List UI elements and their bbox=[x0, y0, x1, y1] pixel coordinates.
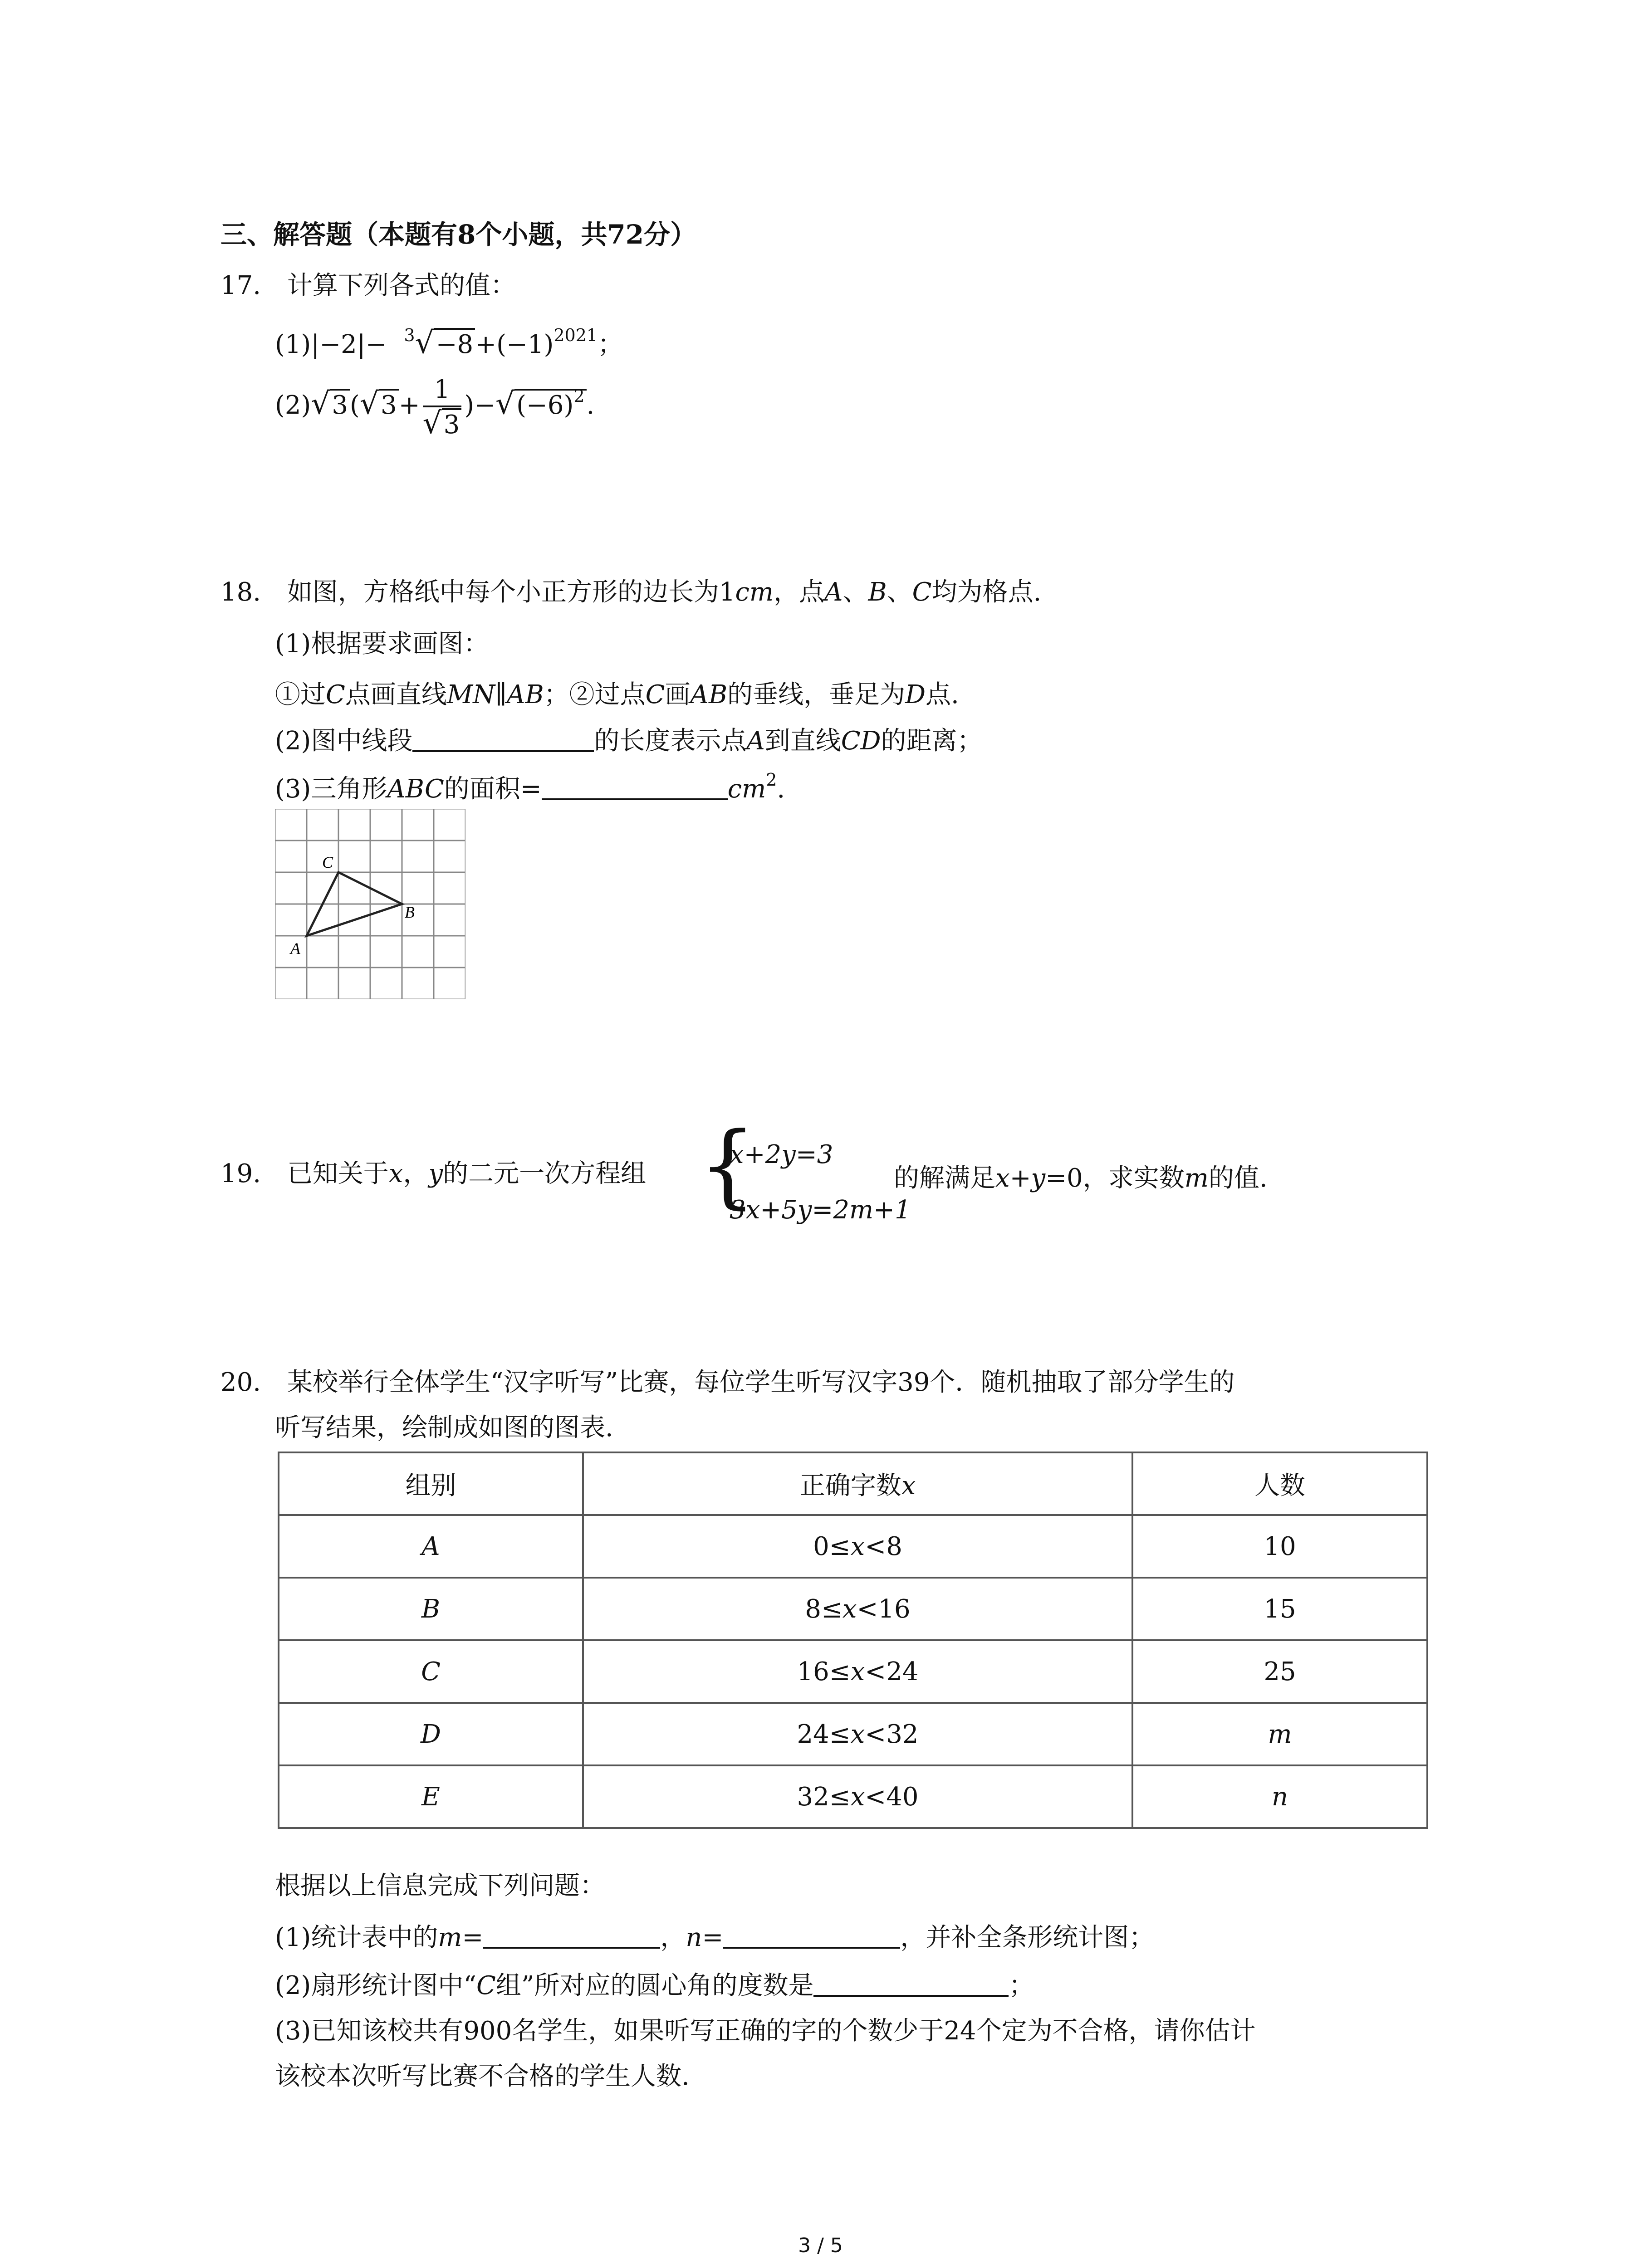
cell-range bbox=[583, 1765, 1132, 1828]
t: ≤ bbox=[821, 1594, 843, 1624]
t: 24 bbox=[886, 1657, 919, 1686]
t: 32 bbox=[886, 1719, 919, 1749]
point-b: B bbox=[868, 577, 887, 607]
q17-part2-end: . bbox=[586, 391, 595, 420]
q17-part1-label: (1) bbox=[275, 330, 311, 359]
t: 的距离； bbox=[881, 726, 983, 756]
var-m: m bbox=[1184, 1163, 1209, 1193]
cell-count bbox=[1132, 1765, 1427, 1828]
q19-eq2 bbox=[730, 1193, 911, 1227]
t: E bbox=[421, 1782, 440, 1812]
cell-count: 10 bbox=[1132, 1515, 1427, 1578]
fraction-den-radicand: 3 bbox=[442, 408, 462, 440]
t: ， bbox=[660, 1923, 686, 1952]
t: (3)三角形 bbox=[275, 774, 387, 804]
t: 点. bbox=[926, 680, 959, 709]
sep: 、 bbox=[887, 577, 912, 607]
condition: x+y bbox=[995, 1163, 1046, 1193]
cell-group bbox=[279, 1578, 583, 1640]
t: (2)扇形统计图中“ bbox=[275, 1971, 476, 2000]
t: 16 bbox=[797, 1657, 829, 1686]
table-row bbox=[279, 1765, 1427, 1828]
t: ；②过点 bbox=[544, 680, 646, 709]
q17-sqrt-square bbox=[514, 386, 586, 423]
header-group: 组别 bbox=[279, 1452, 583, 1515]
t: < bbox=[865, 1719, 887, 1749]
point-c: C bbox=[645, 680, 665, 709]
t: 已知关于 bbox=[287, 1159, 389, 1188]
t: x bbox=[850, 1719, 865, 1749]
q20-part2 bbox=[275, 1968, 1034, 2003]
q18-number: 18. bbox=[220, 577, 261, 607]
q19-line bbox=[220, 1157, 646, 1191]
line-cd: CD bbox=[841, 726, 881, 756]
t: 到直线 bbox=[764, 726, 841, 756]
cell-count: 15 bbox=[1132, 1578, 1427, 1640]
t: ≤ bbox=[829, 1531, 851, 1561]
grid-figure bbox=[275, 809, 465, 999]
t: 8 bbox=[805, 1594, 821, 1624]
point-a: A bbox=[746, 726, 765, 756]
q17-cube-root-index: 3 bbox=[404, 325, 415, 345]
t: m bbox=[1268, 1719, 1292, 1749]
table-row bbox=[279, 1515, 1427, 1578]
radical-sign: √ bbox=[495, 386, 515, 421]
q20-line1 bbox=[220, 1365, 1234, 1400]
table-row bbox=[279, 1578, 1427, 1640]
q17-power-base: +(−1) bbox=[475, 330, 554, 359]
cell-range bbox=[583, 1578, 1132, 1640]
t: ≤ bbox=[829, 1657, 851, 1686]
cell-range bbox=[583, 1640, 1132, 1703]
plus: + bbox=[398, 391, 420, 420]
t: 0 bbox=[813, 1531, 829, 1561]
parallel-sign: ∥ bbox=[495, 680, 507, 709]
var-n: n bbox=[686, 1923, 702, 1952]
answer-blank-angle[interactable] bbox=[813, 1968, 1009, 1997]
page-number: 3 / 5 bbox=[798, 2234, 843, 2257]
cell-count: 25 bbox=[1132, 1640, 1427, 1703]
q19-tail bbox=[894, 1161, 1268, 1196]
point-d: D bbox=[905, 680, 926, 709]
q17-part1-end: ； bbox=[598, 330, 623, 359]
t: 的二元一次方程组 bbox=[443, 1159, 647, 1188]
q18-intro-b: ，点 bbox=[773, 577, 824, 607]
q20-part3-line2: 该校本次听写比赛不合格的学生人数. bbox=[275, 2062, 690, 2091]
q20-part1 bbox=[275, 1920, 1154, 1955]
var-y: y bbox=[428, 1159, 443, 1188]
q17-part2-label: (2) bbox=[275, 391, 311, 420]
var-x: x bbox=[388, 1159, 403, 1188]
q20-after: 根据以上信息完成下列问题： bbox=[275, 1871, 605, 1901]
answer-blank-n[interactable] bbox=[723, 1920, 900, 1949]
t: D bbox=[421, 1719, 441, 1749]
equation-2: 3x+5y=2m+1 bbox=[730, 1195, 911, 1225]
table-row bbox=[279, 1703, 1427, 1765]
t: C bbox=[421, 1657, 441, 1686]
radical-sign: √ bbox=[311, 386, 330, 421]
paren-close: )− bbox=[464, 391, 495, 420]
answer-blank[interactable] bbox=[542, 771, 728, 800]
t: 24 bbox=[797, 1719, 829, 1749]
q20-part3-line1: (3)已知该校共有900名学生，如果听写正确的字的个数少于24个定为不合格，请你估计 bbox=[275, 2016, 1256, 2046]
q17-number: 17. bbox=[220, 271, 261, 300]
q19-number: 19. bbox=[220, 1159, 261, 1188]
t: ≤ bbox=[829, 1719, 851, 1749]
fraction-denominator: √3 bbox=[423, 407, 462, 441]
t: ； bbox=[1009, 1971, 1034, 2000]
t: (2)图中线段 bbox=[275, 726, 413, 756]
answer-blank-m[interactable] bbox=[483, 1920, 660, 1949]
unit-cm: cm bbox=[727, 774, 766, 804]
t: = bbox=[462, 1923, 484, 1952]
t: n bbox=[1271, 1782, 1288, 1812]
fraction-numerator: 1 bbox=[423, 374, 462, 407]
q18-part3 bbox=[275, 771, 785, 809]
t: < bbox=[865, 1657, 887, 1686]
t: 的值. bbox=[1208, 1163, 1268, 1193]
q17-fraction bbox=[423, 374, 462, 441]
cell-range bbox=[583, 1515, 1132, 1578]
t: ①过 bbox=[275, 680, 326, 709]
point-c: C bbox=[912, 577, 932, 607]
t: B bbox=[421, 1594, 441, 1624]
t: ， bbox=[403, 1159, 429, 1188]
answer-blank[interactable] bbox=[412, 723, 594, 752]
t: 32 bbox=[797, 1782, 829, 1812]
q17-sqrt-3-inner: 3 bbox=[379, 389, 399, 420]
point-a: A bbox=[824, 577, 843, 607]
unit-cm: cm bbox=[735, 577, 774, 607]
t: 8 bbox=[886, 1531, 902, 1561]
sep: 、 bbox=[843, 577, 868, 607]
t: x bbox=[850, 1657, 865, 1686]
cell-group bbox=[279, 1703, 583, 1765]
t: 的垂线，垂足为 bbox=[727, 680, 906, 709]
t: 的面积= bbox=[444, 774, 542, 804]
table-header-row bbox=[279, 1452, 1427, 1515]
q17-part1-abs: |−2|− bbox=[311, 330, 387, 359]
t: (1)统计表中的 bbox=[275, 1923, 438, 1952]
q18-intro bbox=[220, 575, 1041, 610]
system-brace: { bbox=[699, 1113, 757, 1218]
radical-sign: √ bbox=[415, 325, 434, 360]
q17-text: 计算下列各式的值： bbox=[287, 271, 516, 300]
q18-intro-c: 均为格点. bbox=[931, 577, 1042, 607]
q17-part2 bbox=[275, 372, 594, 441]
header-correct bbox=[583, 1452, 1132, 1515]
t: ，并补全条形统计图； bbox=[900, 1923, 1155, 1952]
q17-cube-root-radicand: −8 bbox=[434, 328, 475, 360]
t: 画 bbox=[665, 680, 691, 709]
header-count: 人数 bbox=[1132, 1452, 1427, 1515]
q17-part1 bbox=[275, 326, 623, 364]
exp: 2 bbox=[766, 770, 777, 790]
result-table bbox=[278, 1452, 1428, 1829]
t: 点画直线 bbox=[345, 680, 447, 709]
q20-line2: 听写结果，绘制成如图的图表. bbox=[275, 1413, 613, 1442]
label-b: B bbox=[405, 903, 415, 921]
t: < bbox=[865, 1782, 887, 1812]
t: 某校举行全体学生“汉字听写”比赛，每位学生听写汉字39个．随机抽取了部分学生的 bbox=[287, 1368, 1235, 1397]
t: 正确字数 bbox=[799, 1471, 901, 1501]
q17-radicand-2: (−6) bbox=[516, 391, 574, 420]
cell-count bbox=[1132, 1703, 1427, 1765]
t: . bbox=[777, 774, 785, 804]
table-row bbox=[279, 1640, 1427, 1703]
t: 组”所对应的圆心角的度数是 bbox=[495, 1971, 814, 2000]
t: x bbox=[850, 1531, 865, 1561]
q17-sqrt-3: 3 bbox=[330, 389, 350, 420]
label-a: A bbox=[290, 939, 300, 958]
t: x bbox=[850, 1782, 865, 1812]
q17-prompt bbox=[220, 269, 516, 303]
equation-1: x+2y=3 bbox=[730, 1140, 833, 1169]
cell-group bbox=[279, 1515, 583, 1578]
t: 的长度表示点 bbox=[594, 726, 747, 756]
var-x: x bbox=[901, 1471, 916, 1501]
group-c: C bbox=[476, 1971, 496, 2000]
label-c: C bbox=[322, 853, 333, 871]
t: =0，求实数 bbox=[1045, 1163, 1185, 1193]
line-mn: MN bbox=[446, 680, 495, 709]
cell-group bbox=[279, 1640, 583, 1703]
t: = bbox=[702, 1923, 724, 1952]
t: A bbox=[421, 1531, 440, 1561]
q17-exponent: 2021 bbox=[554, 325, 598, 345]
q18-part1: (1)根据要求画图： bbox=[275, 629, 489, 659]
line-ab: AB bbox=[507, 680, 544, 709]
q17-square-exp: 2 bbox=[573, 386, 585, 406]
q18-part2 bbox=[275, 723, 983, 758]
q19-eq1 bbox=[730, 1138, 833, 1172]
t: ≤ bbox=[829, 1782, 851, 1812]
radical-sign: √ bbox=[359, 386, 379, 421]
t: < bbox=[857, 1594, 878, 1624]
paren: ( bbox=[350, 391, 360, 420]
triangle-abc: ABC bbox=[387, 774, 444, 804]
q18-part1-sub bbox=[275, 678, 959, 712]
cell-group bbox=[279, 1765, 583, 1828]
q18-intro-a: 如图，方格纸中每个小正方形的边长为1 bbox=[287, 577, 735, 607]
t: < bbox=[865, 1531, 887, 1561]
section-heading: 三、解答题（本题有8个小题，共72分） bbox=[220, 219, 697, 250]
point-c: C bbox=[326, 680, 345, 709]
t: 的解满足 bbox=[894, 1163, 995, 1193]
t: 16 bbox=[878, 1594, 911, 1624]
t: x bbox=[842, 1594, 857, 1624]
var-m: m bbox=[438, 1923, 462, 1952]
cell-range bbox=[583, 1703, 1132, 1765]
grid-lines bbox=[275, 809, 465, 999]
q20-number: 20. bbox=[220, 1368, 261, 1397]
line-ab: AB bbox=[690, 680, 728, 709]
t: 40 bbox=[886, 1782, 919, 1812]
